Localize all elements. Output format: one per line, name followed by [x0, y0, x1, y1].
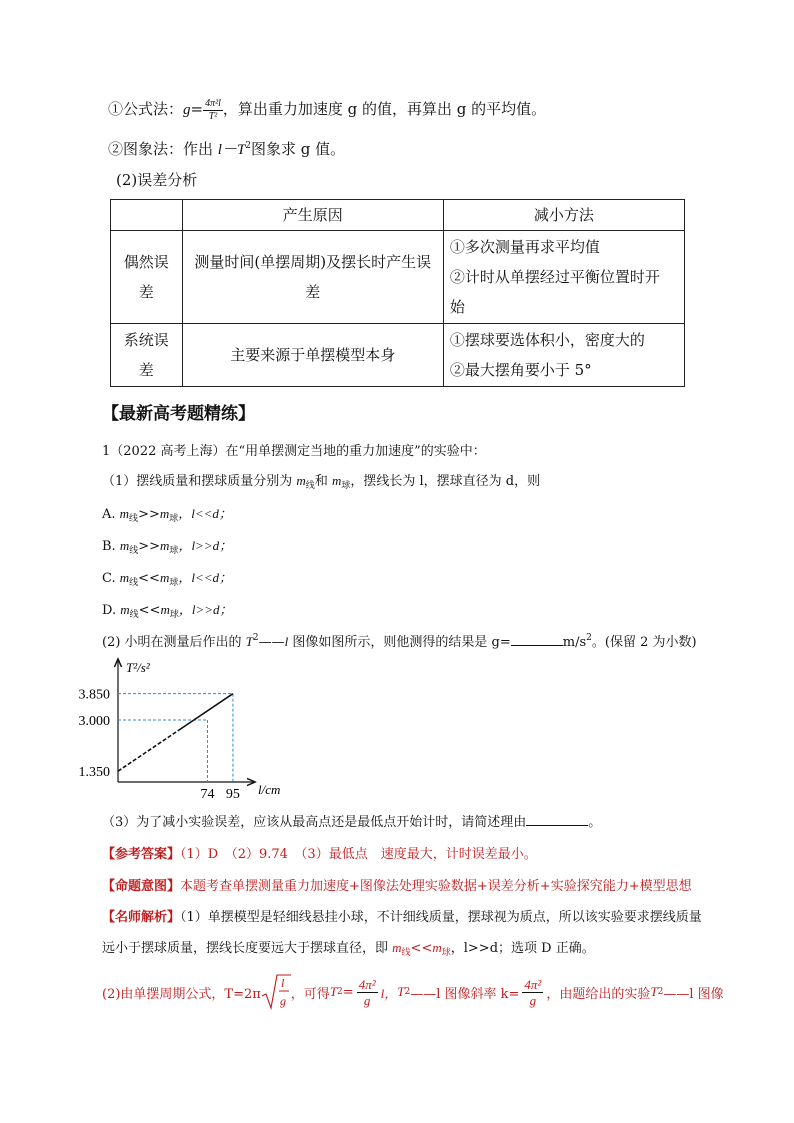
slope-fraction: $\frac{\text{4π²}}{g}$ [524, 976, 542, 1008]
analysis-part-2: (2)由单摆周期公式，T=2π l g ，可得 T 2 = $\frac{\text{4π²}}{g}$ l， T 2 ——l 图像斜率 k= $\frac{\text{4π²}}{g}$ ，由题给出的实验 T 2 ——l 图像 [102, 970, 724, 1014]
section-title: 【最新高考题精练】 [102, 404, 255, 424]
row-fix-cell: ①摆球要选体积小，密度大的 ②最大摆角要小于 5° [443, 324, 684, 387]
analysis-line-1: 【名师解析】（1）单摆模型是轻细线悬挂小球，不计细线质量，摆球视为质点，所以该实验要求摆线质量 [102, 910, 702, 925]
table-header-cell: 减小方法 [443, 200, 684, 231]
x-tick-label: 74 [200, 787, 215, 802]
t2-l-chart [72, 652, 292, 802]
sqrt-sign [261, 972, 291, 1012]
table-header-row [111, 200, 685, 231]
table-row [111, 231, 685, 324]
option-b: B. $m_线>>m_球$，l>>d； [102, 538, 233, 556]
analysis-line-2: 远小于摆球质量，摆线长度要远大于摆球直径，即 $m_线<<m_球$，l>>d；选项 D 正确。 [102, 940, 595, 958]
table-row [111, 324, 685, 387]
error-analysis-heading: (2)误差分析 [116, 171, 198, 189]
option-d: D. $m_线<<m_球$，l>>d； [102, 602, 233, 620]
option-c: C. $m_线<<m_球$，l<<d； [102, 570, 233, 588]
y-axis-label: T²/s² [126, 660, 150, 675]
error-analysis-table [110, 199, 685, 387]
sqrt-denominator: g [279, 994, 286, 1008]
y-tick-label: 1.350 [78, 765, 110, 781]
answer-blank[interactable] [511, 645, 563, 646]
question-part-3: （3）为了减小实验误差，应该从最高点还是最低点开始计时，请简述理由 。 [102, 815, 602, 830]
table-header-cell: 产生原因 [182, 200, 443, 231]
row-cause-cell: 主要来源于单摆模型本身 [182, 324, 443, 387]
sqrt-numerator: l [280, 976, 285, 990]
y-tick-label: 3.000 [78, 714, 110, 730]
formula-fraction: $\frac{\text{4π²l}}{\text{T²}}$ [205, 97, 221, 122]
data-line-solid [178, 694, 232, 731]
row-name-cell: 偶然误 差 [111, 231, 183, 324]
question-part-2: (2) 小明在测量后作出的 $T^2——l$ 图像如图所示，则他测得的结果是 $g= m/s^2$。(保留 2 为小数) [102, 633, 697, 650]
reference-answer: 【参考答案】（1）D （2）9.74 （3）最低点 速度最大，计时误差最小。 [102, 847, 537, 862]
table-header-cell [111, 200, 183, 231]
y-tick-label: 3.850 [78, 687, 110, 703]
row-name-cell: 系统误 差 [111, 324, 183, 387]
question-intro: 1（2022 高考上海）在“用单摆测定当地的重力加速度”的实验中： [102, 444, 486, 459]
x-axis-label: l/cm [258, 782, 281, 797]
question-part-1: （1）摆线质量和摆球质量分别为 $m_线$和 $m_球$，摆线长为 l，摆球直径为 d，则 [102, 473, 541, 491]
x-tick-label: 95 [225, 787, 240, 802]
fraction-4pi2-over-g: $\frac{\text{4π²}}{g}$ [358, 976, 376, 1008]
option-a: A. $m_线>>m_球$，l<<d； [102, 506, 232, 524]
row-fix-cell: ①多次测量再求平均值 ②计时从单摆经过平衡位置时开 始 [443, 231, 684, 324]
question-intent: 【命题意图】本题考查单摆测量重力加速度+图像法处理实验数据+误差分析+实验探究能力+模型思想 [102, 879, 692, 894]
row-cause-cell: 测量时间(单摆周期)及摆长时产生误 差 [182, 231, 443, 324]
reason-blank[interactable] [526, 825, 588, 826]
method-formula-line: ①公式法：g= $\frac{\text{4π²l}}{\text{T²}}$ ，算出重力加速度 g 的值，再算出 g 的平均值。 [108, 97, 547, 122]
sqrt-l-over-g [261, 972, 291, 1012]
data-line-dashed [118, 730, 178, 771]
method-graph-line: ②图象法：作出 $l-T^2$图象求 g 值。 [108, 140, 346, 158]
analysis-answer-highlight: $m_线<<m_球$ [392, 940, 451, 958]
